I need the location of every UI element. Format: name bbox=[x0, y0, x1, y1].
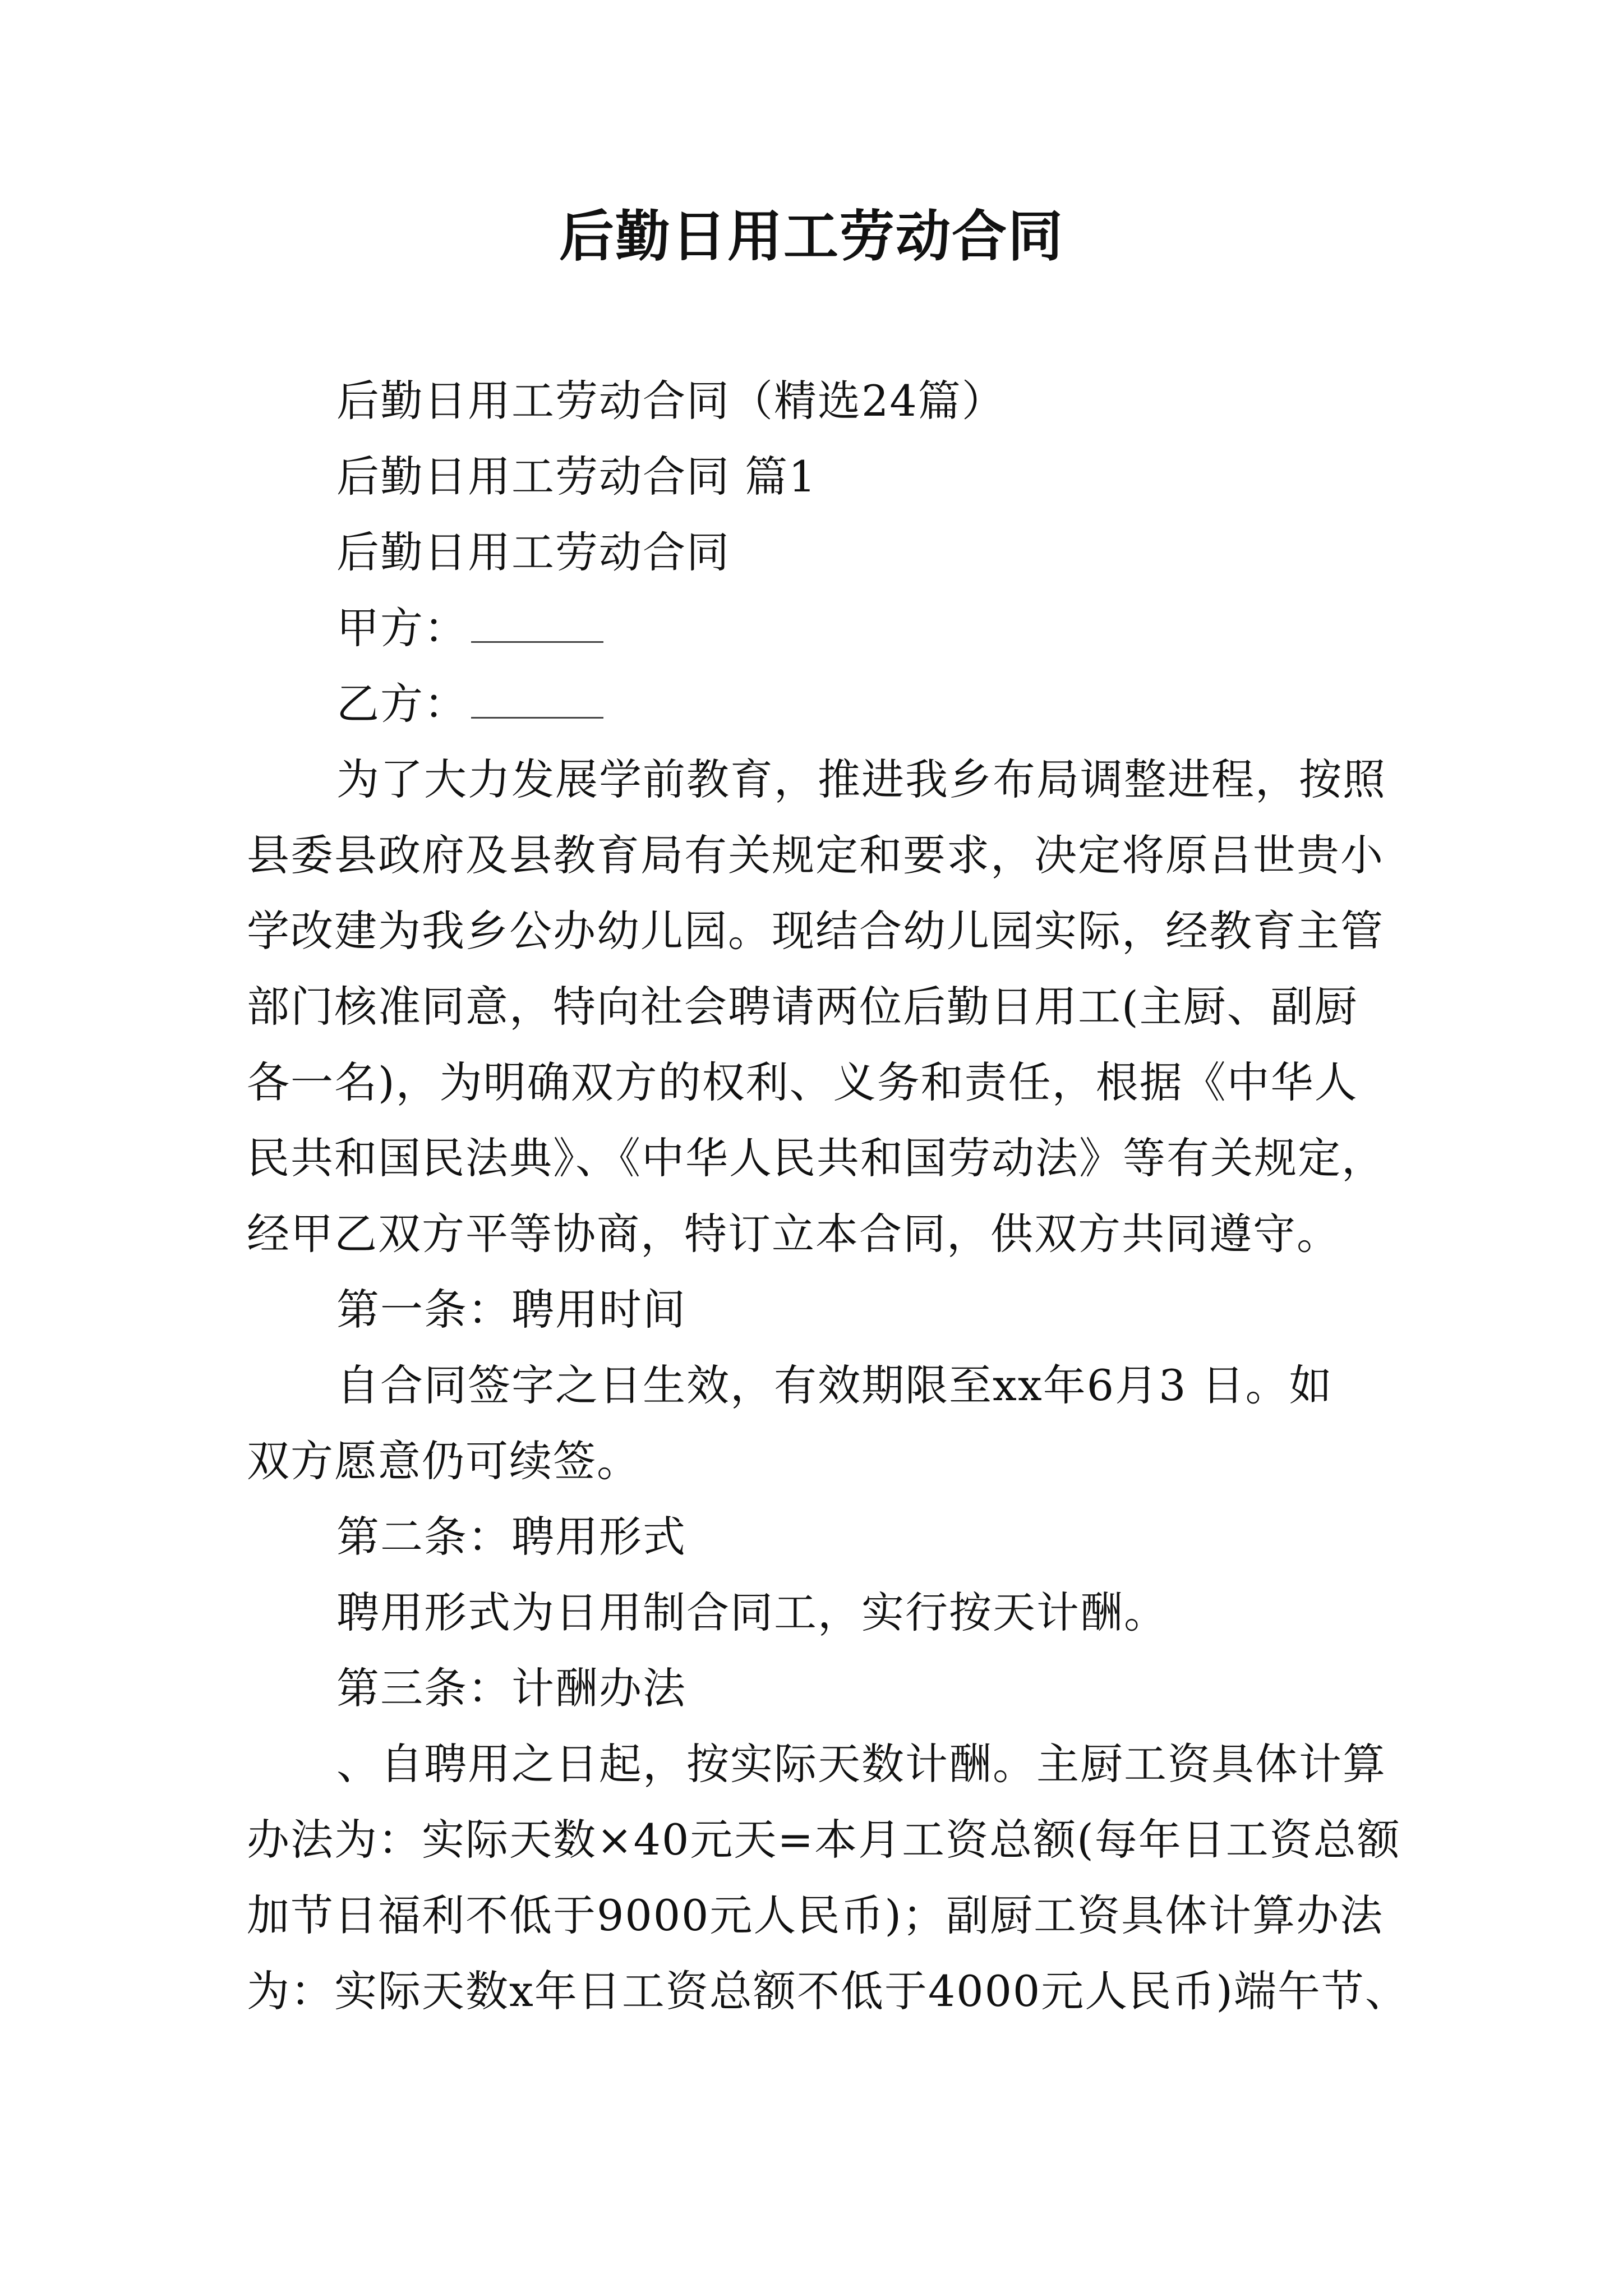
contract-heading: 后勤日用工劳动合同 bbox=[336, 527, 730, 577]
article3-line-3: 加节日福利不低于9000元人民币)；副厨工资具体计算办法 bbox=[247, 1890, 1384, 1940]
party-b-label: 乙方： bbox=[336, 679, 468, 729]
article3-line-2: 办法为：实际天数×40元天=本月工资总额(每年日工资总额 bbox=[247, 1815, 1401, 1865]
article1-heading: 第一条：聘用时间 bbox=[336, 1285, 686, 1335]
article1-line-1: 自合同签字之日生效，有效期限至xx年6月3 日。如 bbox=[336, 1360, 1333, 1410]
article2-line-1: 聘用形式为日用制合同工，实行按天计酬。 bbox=[336, 1588, 1168, 1637]
article1-line-2: 双方愿意仍可续签。 bbox=[247, 1436, 640, 1486]
subtitle-collection: 后勤日用工劳动合同（精选24篇） bbox=[336, 376, 1006, 426]
article3-line-4: 为：实际天数x年日工资总额不低于4000元人民币)端午节、 bbox=[247, 1966, 1409, 2016]
subtitle-part-1: 后勤日用工劳动合同 篇1 bbox=[336, 452, 817, 501]
intro-line-7: 经甲乙双方平等协商，特订立本合同，供双方共同遵守。 bbox=[247, 1209, 1340, 1259]
intro-line-3: 学改建为我乡公办幼儿园。现结合幼儿园实际，经教育主管 bbox=[247, 906, 1384, 956]
intro-line-4: 部门核准同意，特向社会聘请两位后勤日用工(主厨、副厨 bbox=[247, 982, 1358, 1032]
party-a-blank bbox=[471, 610, 603, 643]
article3-heading: 第三条：计酬办法 bbox=[336, 1663, 686, 1713]
article2-heading: 第二条：聘用形式 bbox=[336, 1512, 686, 1562]
party-b-blank bbox=[471, 685, 603, 719]
intro-line-6: 民共和国民法典》、《中华人民共和国劳动法》等有关规定， bbox=[247, 1133, 1385, 1183]
party-a-line bbox=[336, 600, 603, 656]
party-a-label: 甲方： bbox=[336, 603, 468, 653]
intro-line-2: 县委县政府及县教育局有关规定和要求，决定将原吕世贵小 bbox=[247, 830, 1384, 880]
document-title: 后勤日用工劳动合同 bbox=[559, 204, 1064, 269]
intro-line-1: 为了大力发展学前教育，推进我乡布局调整进程，按照 bbox=[336, 754, 1386, 804]
party-b-line bbox=[336, 676, 603, 732]
article3-line-1: 、自聘用之日起，按实际天数计酬。主厨工资具体计算 bbox=[336, 1739, 1386, 1789]
intro-line-5: 各一名)，为明确双方的权利、义务和责任，根据《中华人 bbox=[247, 1057, 1358, 1107]
